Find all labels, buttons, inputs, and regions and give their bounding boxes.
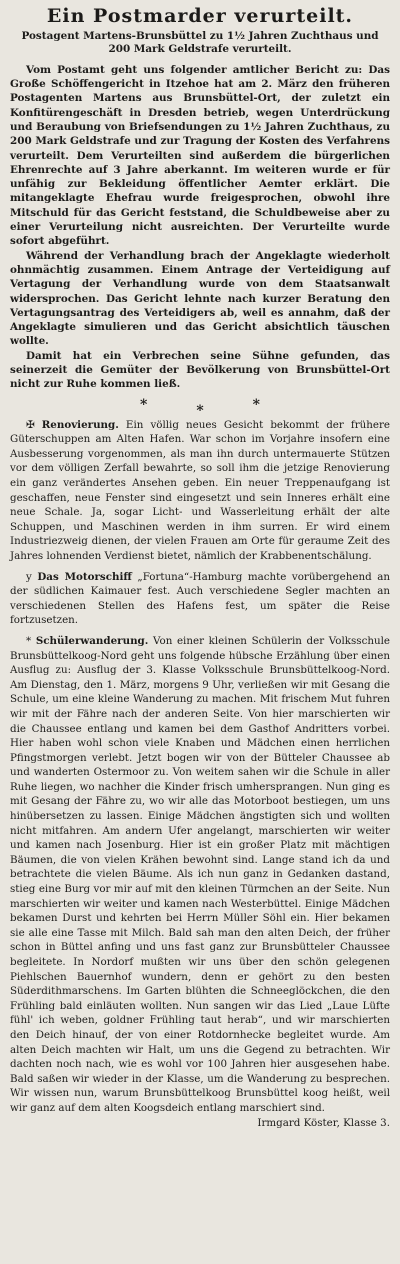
article-paragraph: Während der Verhandlung brach der Angeklagte wiederholt ohnmächtig zusammen. Einem Antrage der Verteidigung auf Vertagung der Verhandlung wurde von dem Staatsanwalt widersprochen. Das Gericht lehnte nach kurzer Beratung den Vertagungsantrag des Verteidigers ab, weil es annahm, daß der Angeklagte simulieren und das Gericht absichtlich täuschen wollte. — [10, 249, 390, 348]
item-text: Ein völlig neues Gesicht bekommt der frühere Güterschuppen am Alten Hafen. War schon im Vorjahre insofern eine Ausbesserung vorgenommen, als man ihn durch untermauerte Stützen vor dem völligen Zerfall bewahrte, so soll ihm die jetzige Renovierung ein ganz verändertes Ansehen geben. Ein neuer Treppenaufgang ist geschaffen, neue Fenster sind eingesetzt und sein Inneres erhält eine neue Schale. Ja, sogar Licht- und Wasserleitung erhält der alte Schuppen, und Maschinen werden in ihm surren. Er wird einem Industriezweig dienen, der vielen Frauen am Orte für geraume Zeit des Jahres lohnenden Verdienst bietet, nämlich der Krabbenentschälung. — [10, 418, 390, 562]
news-item-renovierung — [10, 418, 390, 564]
separator-star: * — [140, 396, 148, 413]
article-headline: Ein Postmarder verurteilt. — [46, 5, 354, 27]
item-marker: y — [26, 570, 32, 583]
article-paragraph: Vom Postamt geht uns folgender amtlicher Bericht zu: Das Große Schöffengericht in Itzehoe hat am 2. März den früheren Postagenten Martens aus Brunsbüttel-Ort, der zuletzt ein Konfitürengeschäft in Dresden betrieb, wegen Unterdrückung und Beraubung von Briefsendungen zu 1½ Jahren Zuchthaus, zu 200 Mark Geldstrafe und zur Tragung der Kosten des Verfahrens verurteilt. Dem Verurteilten sind außerdem die bürgerlichen Ehrenrechte auf 3 Jahre aberkannt. Im weiteren wurde er für unfähig zur Bekleidung öffentlicher Aemter erklärt. Die mitangeklagte Ehefrau wurde freigesprochen, obwohl ihre Mitschuld für das Gericht feststand, die Schuldbeweise aber zu einer Verurteilung nicht ausreichten. Der Verurteilte wurde sofort abgeführt. — [10, 63, 390, 248]
item-marker: ✠ — [26, 418, 35, 431]
local-news — [10, 418, 390, 1131]
author-signature: Irmgard Köster, Klasse 3. — [257, 1116, 390, 1129]
article-subheadline: Postagent Martens-Brunsbüttel zu 1½ Jahren Zuchthaus und 200 Mark Geldstrafe verurteilt. — [21, 30, 379, 56]
item-marker: * — [26, 634, 32, 647]
article-paragraph: Damit hat ein Verbrechen seine Sühne gefunden, das seinerzeit die Gemüter der Bevölkerung von Brunsbüttel-Ort nicht zur Ruhe kommen ließ. — [10, 349, 390, 391]
separator-star: * — [196, 402, 204, 419]
section-separator — [140, 396, 260, 419]
item-text: Von einer kleinen Schülerin der Volksschule Brunsbüttelkoog-Nord geht uns folgende hübsche Erzählung über einen Ausflug zu: Ausflug der 3. Klasse Volksschule Brunsbüttelkoog-Nord. Am Dienstag, den 1. März, morgens 9 Uhr, verließen wir mit Gesang die Schule, um eine kleine Wanderung zu machen. Mit frischem Mut fuhren wir mit der Fähre nach der anderen Seite. Von hier marschierten wir die Chaussee entlang und kamen bei dem Gasthof Andritters vorbei. Hier haben wohl schon viele Knaben und Mädchen einen herrlichen Pfingstmorgen verlebt. Jetzt bogen wir von der Bütteler Chaussee ab und wanderten Ostermoor zu. Von weitem sahen wir die Schule in aller Ruhe liegen, wo nachher die Kinder frisch umhersprangen. Nun ging es mit Gesang der Fähre zu, wo wir alle das Motorboot bestiegen, um uns hinübersetzen zu lassen. Einige Mädchen ängstigten sich und wollten nicht mitfahren. Am andern Ufer angelangt, marschierten wir weiter und kamen nach Josenburg. Hier ist ein großer Platz mit mächtigen Bäumen, die von vielen Krähen bewohnt sind. Lange stand ich da und betrachtete die vielen Bäume. Als ich nun ganz in Gedanken dastand, stieg eine Burg vor mir auf mit den kleinen Türmchen an der Seite. Nun marschierten wir weiter und kamen nach Westerbüttel. Einige Mädchen bekamen Durst und kehrten bei Herrn Müller Söhl ein. Hier bekamen sie alle eine Tasse mit Milch. Bald sah man den alten Deich, der früher schon in Büttel anfing und uns fast ganz zur Brunsbütteler Chaussee begleitete. In Nordorf mußten wir uns über den schön gelegenen Piehlschen Bauernhof wundern, denn er gehört zu den besten Süderdithmarschens. Im Garten blühten die Schneeglöckchen, die den Frühling bald einläuten wollten. Nun sangen wir das Lied „Laue Lüfte fühl' ich weben, goldner Frühling taut herab“, und wir marschierten den Deich hinauf, der von einer Rotdornhecke begleitet wurde. Am alten Deich machten wir Halt, um uns die Gegend zu betrachten. Wir dachten noch nach, wie es wohl vor 100 Jahren hier ausgesehen habe. Bald saßen wir wieder in der Klasse, um die Wanderung zu besprechen. Wir wissen nun, warum Brunsbüttelkoog Brunsbüttel koog heißt, weil wir ganz auf dem alten Koogsdeich entlang marschiert sind. — [10, 634, 390, 1114]
item-text: „Fortuna“-Hamburg machte vorübergehend an der südlichen Kaimauer fest. Auch verschiedene Segler machten an verschiedenen Stellen des Hafens fest, um später die Reise fortzusetzen. — [10, 570, 390, 627]
news-item-motorschiff — [10, 570, 390, 628]
item-lead: Renovierung. — [41, 418, 119, 431]
article-postmarder — [10, 4, 390, 392]
item-lead: Schülerwanderung. — [35, 634, 149, 647]
separator-star: * — [252, 396, 260, 413]
news-item-schuelerwanderung — [10, 634, 390, 1130]
item-lead: Das Motorschiff — [37, 570, 132, 583]
